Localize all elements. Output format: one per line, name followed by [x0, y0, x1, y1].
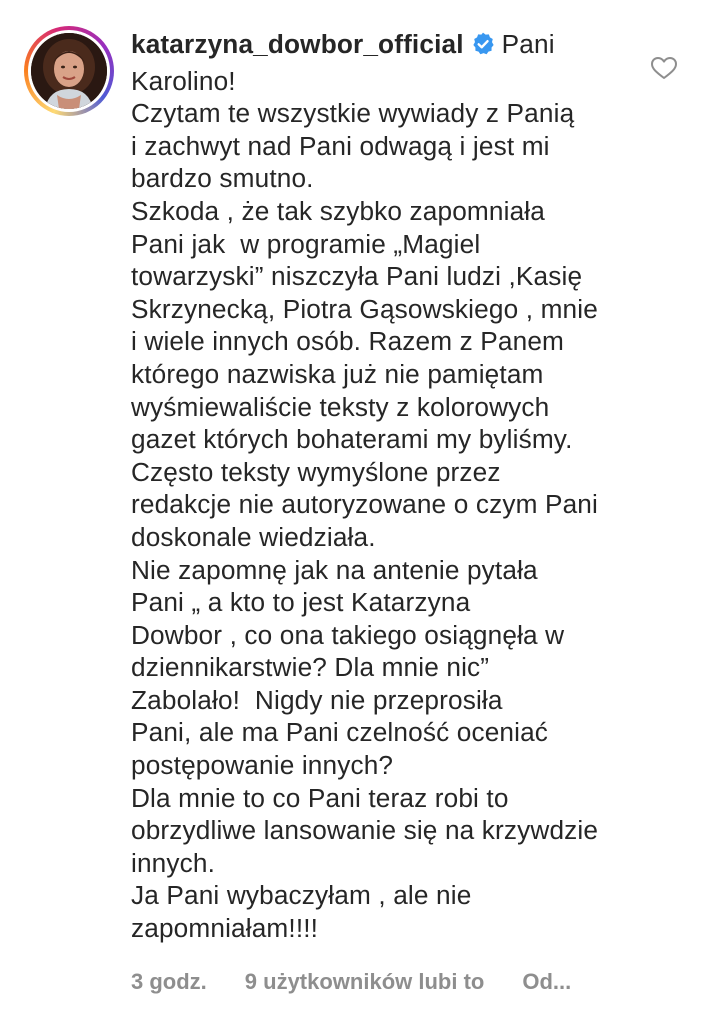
- comment-line: Pani, ale ma Pani czelność oceniać: [131, 717, 549, 748]
- comment-line: redakcje nie autoryzowane o czym Pani: [131, 489, 598, 520]
- comment-header-line: [131, 28, 631, 65]
- comment-line: Dowbor , co ona takiego osiągnęła w: [131, 619, 565, 650]
- avatar-image: [31, 33, 107, 109]
- comment-line: Dla mnie to co Pani teraz robi to: [131, 782, 509, 813]
- comment-line: innych.: [131, 847, 216, 878]
- reply-button[interactable]: Od...: [522, 969, 572, 994]
- comment-line: gazet których bohaterami my byliśmy.: [131, 424, 573, 455]
- avatar-border: [28, 30, 110, 112]
- comment-line: Pani „ a kto to jest Katarzyna: [131, 587, 471, 618]
- comment-body: [131, 28, 631, 945]
- comment-line: Czytam te wszystkie wywiady z Panią: [131, 98, 575, 129]
- comment-line: Ja Pani wybaczyłam , ale nie: [131, 880, 472, 911]
- comment-meta: [131, 966, 571, 998]
- comment-line: towarzyski” niszczyła Pani ludzi ,Kasię: [131, 261, 583, 292]
- avatar-story-ring[interactable]: [24, 26, 114, 116]
- comment-line: doskonale wiedziała.: [131, 521, 376, 552]
- comment-line: i zachwyt nad Pani odwagą i jest mi: [131, 130, 550, 161]
- like-button[interactable]: [650, 56, 678, 80]
- comment-line: Karolino!: [131, 65, 236, 96]
- comment-line: Skrzynecką, Piotra Gąsowskiego , mnie: [131, 293, 598, 324]
- comment-line: którego nazwiska już nie pamiętam: [131, 358, 544, 389]
- comment-line: dziennikarstwie? Dla mnie nic”: [131, 652, 490, 683]
- comment-line: Zabolało! Nigdy nie przeprosiła: [131, 684, 503, 715]
- comment-line: postępowanie innych?: [131, 750, 394, 781]
- comment-likes-count[interactable]: 9 użytkowników lubi to: [244, 969, 485, 994]
- comment-line: bardzo smutno.: [131, 163, 314, 194]
- verified-badge-icon: [470, 31, 496, 65]
- heart-outline-icon: [650, 56, 678, 80]
- comment-line: Często teksty wymyślone przez: [131, 456, 501, 487]
- comment-text-start: Pani: [501, 29, 555, 59]
- avatar[interactable]: [31, 33, 107, 109]
- comment-line: Pani jak w programie „Magiel: [131, 228, 481, 259]
- comment-line: Nie zapomnę jak na antenie pytała: [131, 554, 538, 585]
- comment-line: obrzydliwe lansowanie się na krzywdzie: [131, 815, 599, 846]
- comment-line: wyśmiewaliście teksty z kolorowych: [131, 391, 550, 422]
- comment-line: i wiele innych osób. Razem z Panem: [131, 326, 565, 357]
- comment-line: Szkoda , że tak szybko zapomniała: [131, 195, 545, 226]
- comment-timestamp[interactable]: 3 godz.: [131, 969, 207, 994]
- comment-line: zapomniałam!!!!: [131, 913, 319, 944]
- username-link[interactable]: katarzyna_dowbor_official: [131, 29, 464, 59]
